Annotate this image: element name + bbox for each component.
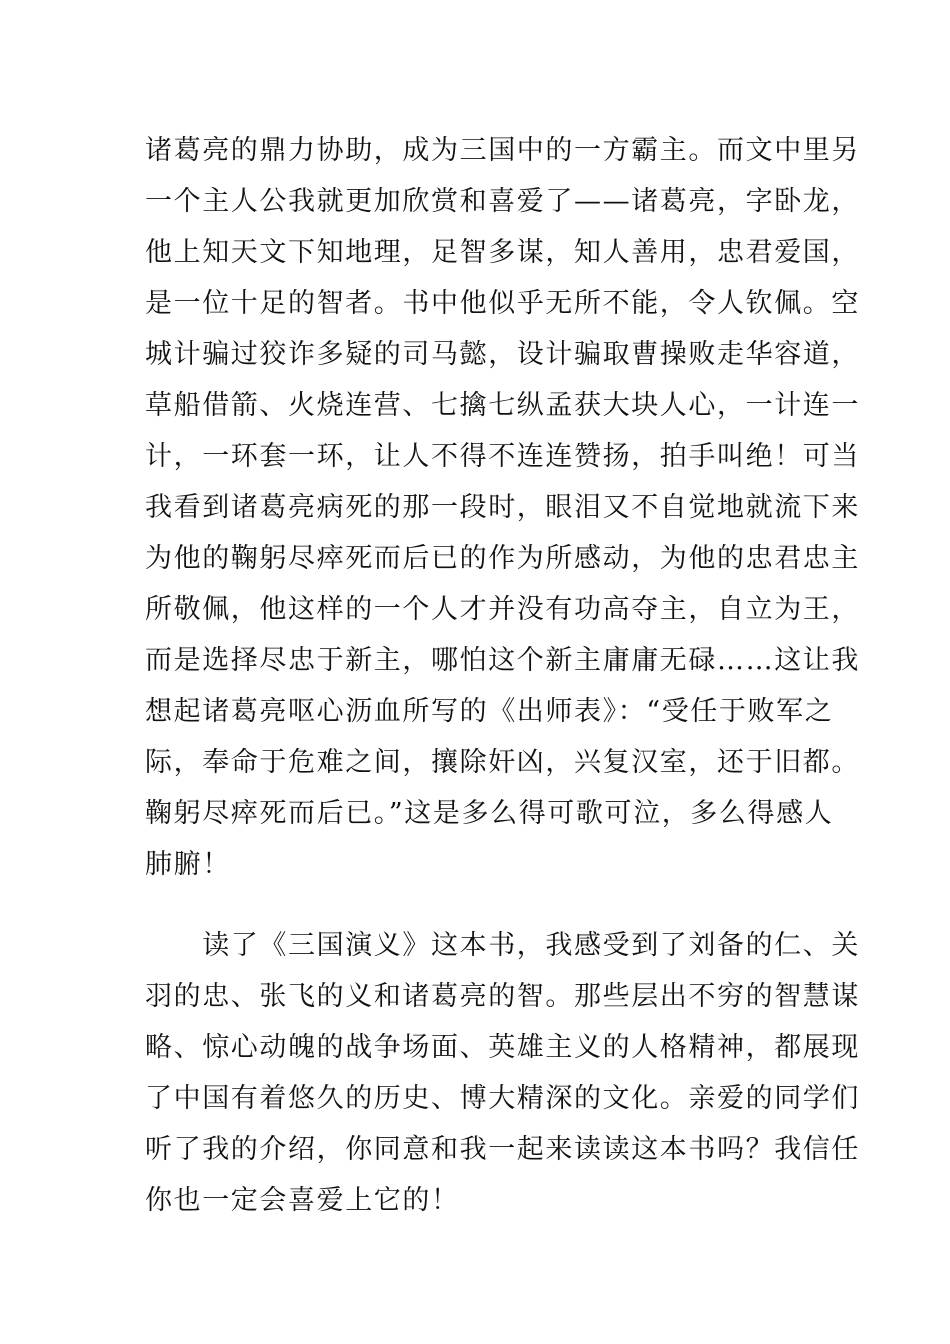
text-line: 为他的鞠躬尽瘁死而后已的作为所感动，为他的忠君忠主 xyxy=(145,543,860,574)
text-line: 读了《三国演义》这本书，我感受到了刘备的仁、关 xyxy=(145,930,860,961)
text-line: 诸葛亮的鼎力协助，成为三国中的一方霸主。而文中里另 xyxy=(145,135,860,166)
paragraph-conclusion xyxy=(145,920,860,1226)
text-line: 草船借箭、火烧连营、七擒七纵孟获大块人心，一计连一 xyxy=(145,390,860,421)
text-line: 略、惊心动魄的战争场面、英雄主义的人格精神，都展现 xyxy=(145,1032,860,1063)
text-line: 我看到诸葛亮病死的那一段时，眼泪又不自觉地就流下来 xyxy=(145,492,860,523)
text-line: 了中国有着悠久的历史、博大精深的文化。亲爱的同学们 xyxy=(145,1083,860,1114)
paragraph-zhuge-liang xyxy=(145,125,860,890)
text-line: 羽的忠、张飞的义和诸葛亮的智。那些层出不穷的智慧谋 xyxy=(145,981,860,1012)
text-line: 想起诸葛亮呕心沥血所写的《出师表》：“受任于败军之 xyxy=(145,696,834,727)
text-line: 你也一定会喜爱上它的！ xyxy=(145,1185,460,1216)
text-line: 而是选择尽忠于新主，哪怕这个新主庸庸无碌……这让我 xyxy=(145,645,860,676)
text-line: 一个主人公我就更加欣赏和喜爱了——诸葛亮，字卧龙， xyxy=(145,186,860,217)
text-line: 城计骗过狡诈多疑的司马懿，设计骗取曹操败走华容道， xyxy=(145,339,860,370)
text-line: 际，奉命于危难之间，攘除奸凶，兴复汉室，还于旧都。 xyxy=(145,747,860,778)
text-line: 他上知天文下知地理，足智多谋，知人善用，忠君爱国， xyxy=(145,237,860,268)
text-line: 计，一环套一环，让人不得不连连赞扬，拍手叫绝！可当 xyxy=(145,441,860,472)
text-line: 听了我的介绍，你同意和我一起来读读这本书吗？我信任 xyxy=(145,1134,860,1165)
text-line: 肺腑！ xyxy=(145,849,231,880)
text-line: 所敬佩，他这样的一个人才并没有功高夺主，自立为王， xyxy=(145,594,860,625)
text-line: 鞠躬尽瘁死而后已。”这是多么得可歌可泣，多么得感人 xyxy=(145,798,834,829)
text-line: 是一位十足的智者。书中他似乎无所不能，令人钦佩。空 xyxy=(145,288,860,319)
